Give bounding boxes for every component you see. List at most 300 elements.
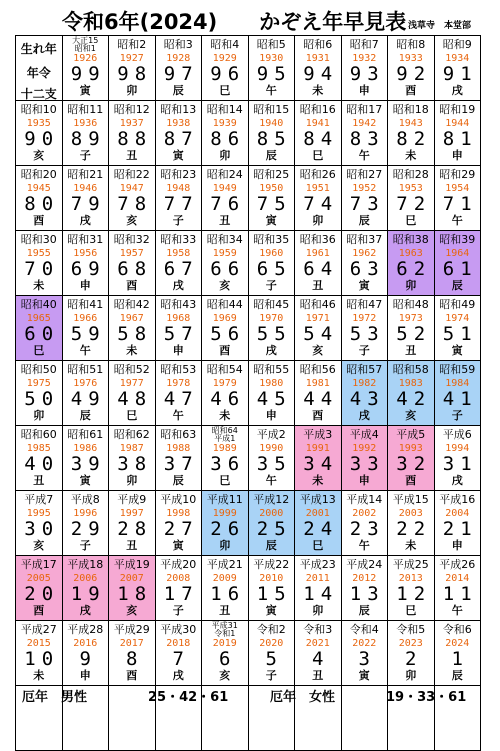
western-year: 1927: [119, 53, 144, 64]
era-name: 昭和3: [163, 38, 193, 51]
year-cell: [109, 361, 156, 426]
year-cell: [109, 166, 156, 231]
era-name: 平成8: [70, 493, 100, 506]
table-row: [16, 426, 481, 491]
western-year: 1961: [305, 248, 330, 259]
zodiac-sign: 戌: [172, 279, 184, 292]
zodiac-sign: 午: [358, 149, 370, 162]
kazoe-age: 67: [163, 258, 199, 280]
western-year: 1984: [445, 378, 470, 389]
year-cell: [295, 556, 342, 621]
year-cell: [62, 101, 109, 166]
western-year: 1930: [259, 53, 284, 64]
year-cell: [155, 426, 202, 491]
kazoe-age: 4: [312, 648, 330, 670]
zodiac-sign: 辰: [358, 214, 370, 227]
kazoe-age: 68: [117, 258, 153, 280]
western-year: 2019: [212, 638, 237, 649]
yakudoshi-female-ages: 19・33・61: [386, 690, 467, 705]
kazoe-age: 66: [210, 258, 246, 280]
western-year: 1969: [212, 313, 237, 324]
western-year: 1934: [445, 53, 470, 64]
kazoe-age: 81: [442, 128, 478, 150]
era-name: 令和6: [442, 623, 472, 636]
kazoe-age: 37: [163, 453, 199, 475]
western-year: 2016: [73, 638, 98, 649]
year-cell: [248, 491, 295, 556]
year-cell: [341, 296, 388, 361]
era-name: 昭和56: [299, 363, 336, 376]
era-name: 昭和24: [206, 168, 243, 181]
zodiac-sign: 丑: [312, 669, 324, 682]
kazoe-age: 84: [303, 128, 339, 150]
zodiac-sign: 丑: [126, 149, 138, 162]
year-cell: [248, 296, 295, 361]
western-year: 1950: [259, 183, 284, 194]
zodiac-sign: 丑: [219, 604, 231, 617]
era-name: 昭和10: [20, 103, 57, 116]
zodiac-sign: 寅: [358, 669, 370, 682]
year-cell: [341, 231, 388, 296]
kazoe-age: 70: [24, 258, 60, 280]
year-cell: [434, 556, 481, 621]
western-year: 1988: [166, 443, 191, 454]
year-cell: [62, 361, 109, 426]
year-cell: [295, 296, 342, 361]
era-name: 昭和7: [349, 38, 379, 51]
kazoe-age: 78: [117, 193, 153, 215]
year-cell: [202, 621, 249, 686]
zodiac-sign: 酉: [405, 474, 417, 487]
yakudoshi-male-ages: 25・42・61: [148, 690, 229, 705]
zodiac-sign: 申: [451, 149, 463, 162]
era-name: 昭和53: [160, 363, 197, 376]
zodiac-sign: 酉: [126, 669, 138, 682]
year-cell: [434, 36, 481, 101]
table-row: [16, 296, 481, 361]
era-name: 平成20: [160, 558, 197, 571]
kazoe-age: 6: [219, 648, 237, 670]
zodiac-sign: 卯: [219, 539, 231, 552]
year-cell: [62, 556, 109, 621]
western-year: 1944: [445, 118, 470, 129]
table-row: [16, 621, 481, 686]
zodiac-sign: 子: [451, 409, 463, 422]
kazoe-age: 74: [303, 193, 339, 215]
zodiac-sign: 辰: [358, 604, 370, 617]
era-name: 昭和15: [253, 103, 290, 116]
zodiac-sign: 未: [405, 149, 417, 162]
era-name: 昭和9: [442, 38, 472, 51]
era-name: 平成10: [160, 493, 197, 506]
year-cell: [341, 166, 388, 231]
year-cell: [109, 556, 156, 621]
year-cell: [62, 166, 109, 231]
zodiac-sign: 巳: [405, 214, 417, 227]
western-year: 1970: [259, 313, 284, 324]
era-name: 平成5: [396, 428, 426, 441]
zodiac-sign: 申: [358, 474, 370, 487]
year-cell: [16, 426, 63, 491]
western-year: 1973: [398, 313, 423, 324]
western-year: 1976: [73, 378, 98, 389]
western-year: 1960: [259, 248, 284, 259]
kazoe-age: 88: [117, 128, 153, 150]
kazoe-age: 65: [256, 258, 292, 280]
kazoe-age: 94: [303, 63, 339, 85]
year-cell: [341, 491, 388, 556]
era-name: 昭和12: [113, 103, 150, 116]
publisher-label: 浅草寺 本堂部: [408, 21, 472, 31]
year-cell: [155, 491, 202, 556]
year-cell: [388, 231, 435, 296]
western-year: 1955: [26, 248, 51, 259]
year-cell: [109, 426, 156, 491]
year-cell: [155, 621, 202, 686]
era-name: 昭和50: [20, 363, 57, 376]
western-year: 1978: [166, 378, 191, 389]
year-cell: [62, 231, 109, 296]
zodiac-sign: 卯: [219, 149, 231, 162]
zodiac-sign: 戌: [172, 669, 184, 682]
kazoe-age: 69: [70, 258, 106, 280]
zodiac-sign: 卯: [126, 474, 138, 487]
year-cell: [16, 621, 63, 686]
kazoe-age: 73: [349, 193, 385, 215]
year-cell: [202, 361, 249, 426]
year-cell: [202, 426, 249, 491]
zodiac-sign: 辰: [265, 149, 277, 162]
western-year: 2013: [398, 573, 423, 584]
era-name: 令和3: [303, 623, 333, 636]
western-year: 1941: [305, 118, 330, 129]
zodiac-sign: 酉: [33, 214, 45, 227]
year-cell: [295, 231, 342, 296]
era-name: 平成28: [67, 623, 104, 636]
kazoe-age: 19: [70, 583, 106, 605]
western-year: 1939: [212, 118, 237, 129]
zodiac-sign: 辰: [451, 279, 463, 292]
era-name: 平成14: [346, 493, 383, 506]
era-name: 昭和23: [160, 168, 197, 181]
year-cell: [388, 361, 435, 426]
western-year: 2018: [166, 638, 191, 649]
kazoe-age: 71: [442, 193, 478, 215]
era-name: 昭和48: [392, 298, 429, 311]
kazoe-age: 49: [70, 388, 106, 410]
western-year: 2000: [259, 508, 284, 519]
year-cell: [248, 361, 295, 426]
kazoe-age: 58: [117, 323, 153, 345]
era-name: 昭和61: [67, 428, 104, 441]
western-year: 1999: [212, 508, 237, 519]
legend-cell: [16, 36, 63, 101]
year-cell: [202, 101, 249, 166]
year-cell: [109, 491, 156, 556]
kazoe-age: 57: [163, 323, 199, 345]
western-year: 1993: [398, 443, 423, 454]
era-name: 平成31 令和1: [211, 621, 238, 638]
year-cell: [388, 621, 435, 686]
table-row: [16, 556, 481, 621]
western-year: 2007: [119, 573, 144, 584]
year-cell: [434, 296, 481, 361]
western-year: 1957: [119, 248, 144, 259]
western-year: 1990: [259, 443, 284, 454]
western-year: 1985: [26, 443, 51, 454]
table-row: [16, 231, 481, 296]
footer: [0, 686, 500, 710]
kazoe-age: 18: [117, 583, 153, 605]
zodiac-sign: 子: [358, 344, 370, 357]
era-name: 昭和37: [346, 233, 383, 246]
era-name: 昭和22: [113, 168, 150, 181]
kazoe-age: 11: [442, 583, 478, 605]
era-name: 昭和5: [256, 38, 286, 51]
year-cell: [109, 621, 156, 686]
kazoe-age: 35: [256, 453, 292, 475]
zodiac-sign: 寅: [79, 84, 91, 97]
zodiac-sign: 未: [219, 409, 231, 422]
year-cell: [248, 36, 295, 101]
zodiac-sign: 戌: [265, 344, 277, 357]
kazoe-age: 79: [70, 193, 106, 215]
year-cell: [16, 491, 63, 556]
zodiac-sign: 亥: [33, 149, 45, 162]
western-year: 1947: [119, 183, 144, 194]
era-name: 平成26: [439, 558, 476, 571]
zodiac-sign: 卯: [405, 669, 417, 682]
kazoe-age: 93: [349, 63, 385, 85]
era-name: 昭和8: [396, 38, 426, 51]
year-cell: [248, 231, 295, 296]
era-name: 平成17: [20, 558, 57, 571]
table-row: [16, 101, 481, 166]
zodiac-sign: 丑: [312, 279, 324, 292]
year-cell: [62, 36, 109, 101]
era-name: 昭和29: [439, 168, 476, 181]
kazoe-age: 99: [70, 63, 106, 85]
age-table: [15, 35, 481, 751]
era-name: 平成24: [346, 558, 383, 571]
year-cell: [62, 426, 109, 491]
year-cell: [62, 621, 109, 686]
western-year: 1948: [166, 183, 191, 194]
zodiac-sign: 寅: [79, 474, 91, 487]
kazoe-age: 2: [405, 648, 423, 670]
year-cell: [295, 101, 342, 166]
kazoe-age: 54: [303, 323, 339, 345]
kazoe-age: 95: [256, 63, 292, 85]
western-year: 1958: [166, 248, 191, 259]
western-year: 1926: [73, 53, 98, 64]
western-year: 1940: [259, 118, 284, 129]
kazoe-age: 34: [303, 453, 339, 475]
zodiac-sign: 寅: [172, 539, 184, 552]
kazoe-age: 87: [163, 128, 199, 150]
kazoe-age: 48: [117, 388, 153, 410]
era-name: 昭和6: [303, 38, 333, 51]
western-year: 1989: [212, 443, 237, 454]
western-year: 2004: [445, 508, 470, 519]
kazoe-age: 43: [349, 388, 385, 410]
kazoe-age: 64: [303, 258, 339, 280]
era-name: 昭和54: [206, 363, 243, 376]
era-name: 昭和28: [392, 168, 429, 181]
era-name: 昭和45: [253, 298, 290, 311]
western-year: 1997: [119, 508, 144, 519]
zodiac-sign: 子: [172, 604, 184, 617]
label-age: 年令: [26, 66, 51, 80]
era-name: 昭和35: [253, 233, 290, 246]
year-cell: [16, 361, 63, 426]
table-row: [16, 36, 481, 101]
year-cell: [16, 296, 63, 361]
western-year: 1971: [305, 313, 330, 324]
era-name: 平成16: [439, 493, 476, 506]
western-year: 1942: [352, 118, 377, 129]
kazoe-age: 83: [349, 128, 385, 150]
western-year: 1998: [166, 508, 191, 519]
era-name: 昭和17: [346, 103, 383, 116]
era-name: 昭和18: [392, 103, 429, 116]
year-cell: [109, 296, 156, 361]
year-cell: [341, 556, 388, 621]
era-name: 昭和25: [253, 168, 290, 181]
western-year: 2012: [352, 573, 377, 584]
kazoe-age: 96: [210, 63, 246, 85]
year-cell: [434, 491, 481, 556]
western-year: 1981: [305, 378, 330, 389]
year-cell: [388, 36, 435, 101]
western-year: 2009: [212, 573, 237, 584]
label-birth-year: 生れ年: [20, 42, 57, 56]
zodiac-sign: 午: [172, 409, 184, 422]
western-year: 1992: [352, 443, 377, 454]
western-year: 1994: [445, 443, 470, 454]
zodiac-sign: 辰: [79, 409, 91, 422]
era-name: 大正15 昭和1: [72, 36, 99, 53]
western-year: 2003: [398, 508, 423, 519]
western-year: 1931: [305, 53, 330, 64]
year-cell: [388, 101, 435, 166]
kazoe-age: 39: [70, 453, 106, 475]
kazoe-age: 53: [349, 323, 385, 345]
zodiac-sign: 子: [79, 149, 91, 162]
western-year: 2010: [259, 573, 284, 584]
zodiac-sign: 子: [265, 669, 277, 682]
era-name: 昭和38: [392, 233, 429, 246]
zodiac-sign: 巳: [33, 344, 45, 357]
kazoe-age: 25: [256, 518, 292, 540]
zodiac-sign: 卯: [312, 604, 324, 617]
year-cell: [202, 36, 249, 101]
western-year: 1982: [352, 378, 377, 389]
kazoe-age: 27: [163, 518, 199, 540]
western-year: 2015: [26, 638, 51, 649]
kazoe-age: 13: [349, 583, 385, 605]
year-cell: [155, 231, 202, 296]
western-year: 2005: [26, 573, 51, 584]
era-name: 昭和55: [253, 363, 290, 376]
era-name: 昭和16: [299, 103, 336, 116]
kazoe-age: 41: [442, 388, 478, 410]
page-title: 令和6年(2024) かぞえ年早見表: [62, 10, 407, 34]
zodiac-sign: 午: [358, 539, 370, 552]
era-name: 平成30: [160, 623, 197, 636]
era-name: 平成12: [253, 493, 290, 506]
western-year: 1986: [73, 443, 98, 454]
kazoe-age: 8: [126, 648, 144, 670]
western-year: 1995: [26, 508, 51, 519]
kazoe-age: 77: [163, 193, 199, 215]
western-year: 1936: [73, 118, 98, 129]
zodiac-sign: 酉: [405, 84, 417, 97]
year-cell: [434, 231, 481, 296]
kazoe-age: 28: [117, 518, 153, 540]
western-year: 1983: [398, 378, 423, 389]
era-name: 昭和49: [439, 298, 476, 311]
era-name: 平成7: [24, 493, 54, 506]
zodiac-sign: 酉: [126, 279, 138, 292]
western-year: 1974: [445, 313, 470, 324]
western-year: 1953: [398, 183, 423, 194]
western-year: 1954: [445, 183, 470, 194]
era-name: 昭和26: [299, 168, 336, 181]
kazoe-age: 62: [396, 258, 432, 280]
year-cell: [388, 556, 435, 621]
table-row: [16, 491, 481, 556]
kazoe-age: 14: [303, 583, 339, 605]
zodiac-sign: 戌: [79, 214, 91, 227]
zodiac-sign: 寅: [265, 214, 277, 227]
zodiac-sign: 未: [405, 539, 417, 552]
western-year: 1938: [166, 118, 191, 129]
table-row: [16, 361, 481, 426]
kazoe-age: 26: [210, 518, 246, 540]
zodiac-sign: 申: [265, 409, 277, 422]
zodiac-sign: 申: [172, 344, 184, 357]
label-zodiac: 十二支: [20, 87, 57, 101]
kazoe-age: 16: [210, 583, 246, 605]
zodiac-sign: 寅: [172, 149, 184, 162]
era-name: 昭和34: [206, 233, 243, 246]
western-year: 1952: [352, 183, 377, 194]
kazoe-age: 15: [256, 583, 292, 605]
zodiac-sign: 酉: [219, 344, 231, 357]
kazoe-age: 52: [396, 323, 432, 345]
year-cell: [341, 361, 388, 426]
era-name: 昭和39: [439, 233, 476, 246]
zodiac-sign: 未: [33, 669, 45, 682]
kazoe-age: 51: [442, 323, 478, 345]
zodiac-sign: 卯: [33, 409, 45, 422]
year-cell: [62, 491, 109, 556]
year-cell: [202, 491, 249, 556]
year-cell: [16, 231, 63, 296]
zodiac-sign: 酉: [312, 409, 324, 422]
kazoe-age: 60: [24, 323, 60, 345]
western-year: 1965: [26, 313, 51, 324]
year-cell: [202, 296, 249, 361]
kazoe-age: 72: [396, 193, 432, 215]
year-cell: [248, 426, 295, 491]
zodiac-sign: 丑: [219, 214, 231, 227]
western-year: 2001: [305, 508, 330, 519]
zodiac-sign: 辰: [172, 84, 184, 97]
zodiac-sign: 巳: [219, 474, 231, 487]
kazoe-age: 56: [210, 323, 246, 345]
